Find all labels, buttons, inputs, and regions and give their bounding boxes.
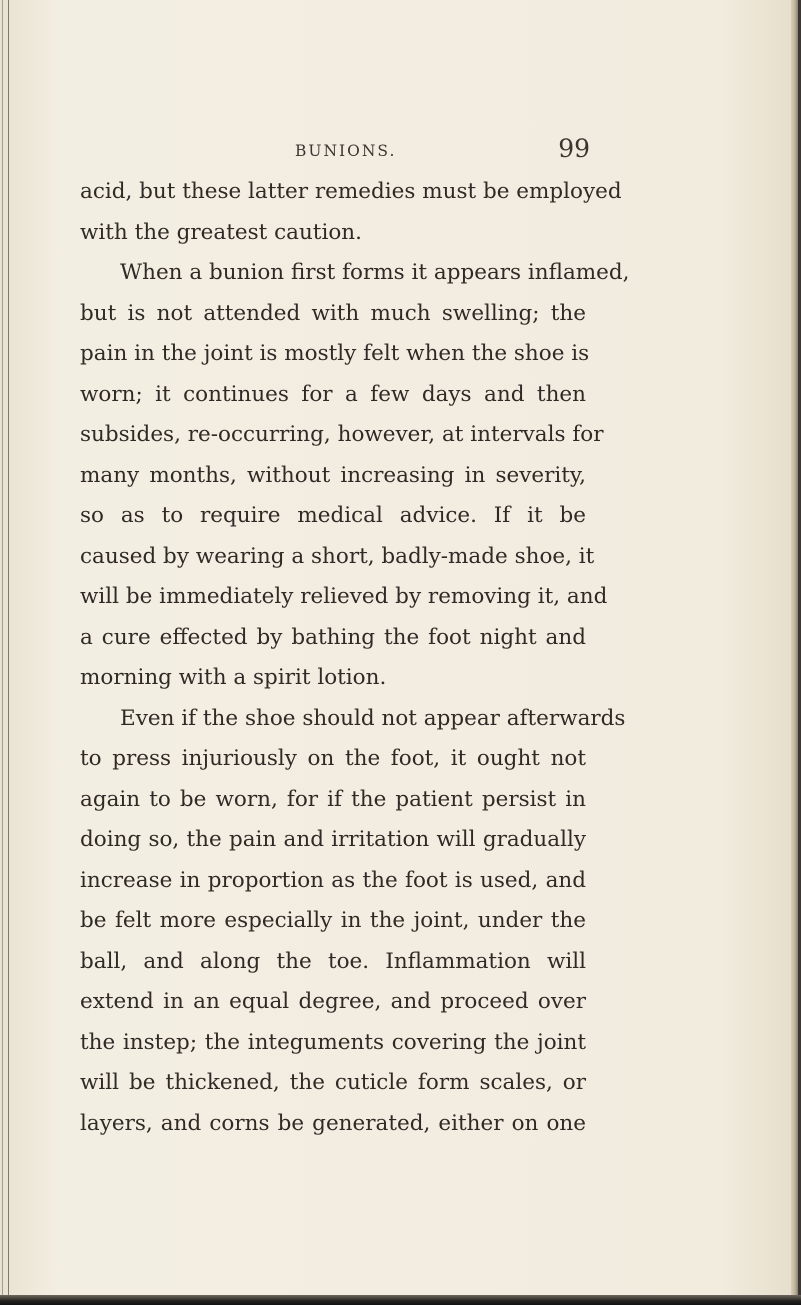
text-line: morning with a spirit lotion. bbox=[80, 665, 387, 690]
gutter-rule bbox=[8, 0, 9, 1305]
text-line: subsides, re-occurring, however, at intervals for bbox=[80, 422, 604, 447]
page-number: 99 bbox=[558, 134, 590, 163]
text-line: layers, and corns be generated, either on one bbox=[80, 1110, 586, 1136]
text-line: so as to require medical advice. If it be bbox=[80, 503, 586, 528]
running-head: BUNIONS. bbox=[295, 142, 397, 160]
text-line: to press injuriously on the foot, it ought not bbox=[80, 746, 586, 771]
gutter-rule bbox=[2, 0, 3, 1305]
text-line: acid, but these latter remedies must be employed bbox=[80, 179, 622, 204]
text-line: will be thickened, the cuticle form scales, or bbox=[80, 1070, 586, 1095]
text-line: a cure effected by bathing the foot night and bbox=[80, 624, 586, 650]
text-line: the instep; the integuments covering the joint bbox=[80, 1029, 586, 1055]
text-line: worn; it continues for a few days and then bbox=[80, 381, 586, 407]
text-line: When a bunion first forms it appears inflamed, bbox=[120, 260, 630, 285]
text-line: increase in proportion as the foot is used, and bbox=[80, 867, 586, 893]
text-line: be felt more especially in the joint, under the bbox=[80, 908, 586, 933]
text-line: again to be worn, for if the patient persist in bbox=[80, 786, 586, 812]
text-line: doing so, the pain and irritation will gradually bbox=[80, 827, 586, 852]
body-text bbox=[80, 172, 630, 1144]
text-line: ball, and along the toe. Inflammation will bbox=[80, 948, 586, 974]
binding-band bbox=[0, 1295, 801, 1305]
text-line: with the greatest caution. bbox=[80, 219, 362, 245]
text-line: caused by wearing a short, badly-made shoe, it bbox=[80, 543, 595, 569]
text-line: Even if the shoe should not appear afterwards bbox=[120, 705, 626, 731]
text-line: pain in the joint is mostly felt when the shoe is bbox=[80, 341, 590, 366]
text-line: will be immediately relieved by removing it, and bbox=[80, 584, 608, 609]
text-line: many months, without increasing in severity, bbox=[80, 462, 586, 488]
page-header bbox=[80, 130, 590, 170]
text-line: but is not attended with much swelling; the bbox=[80, 300, 586, 326]
text-line: extend in an equal degree, and proceed over bbox=[80, 989, 586, 1014]
